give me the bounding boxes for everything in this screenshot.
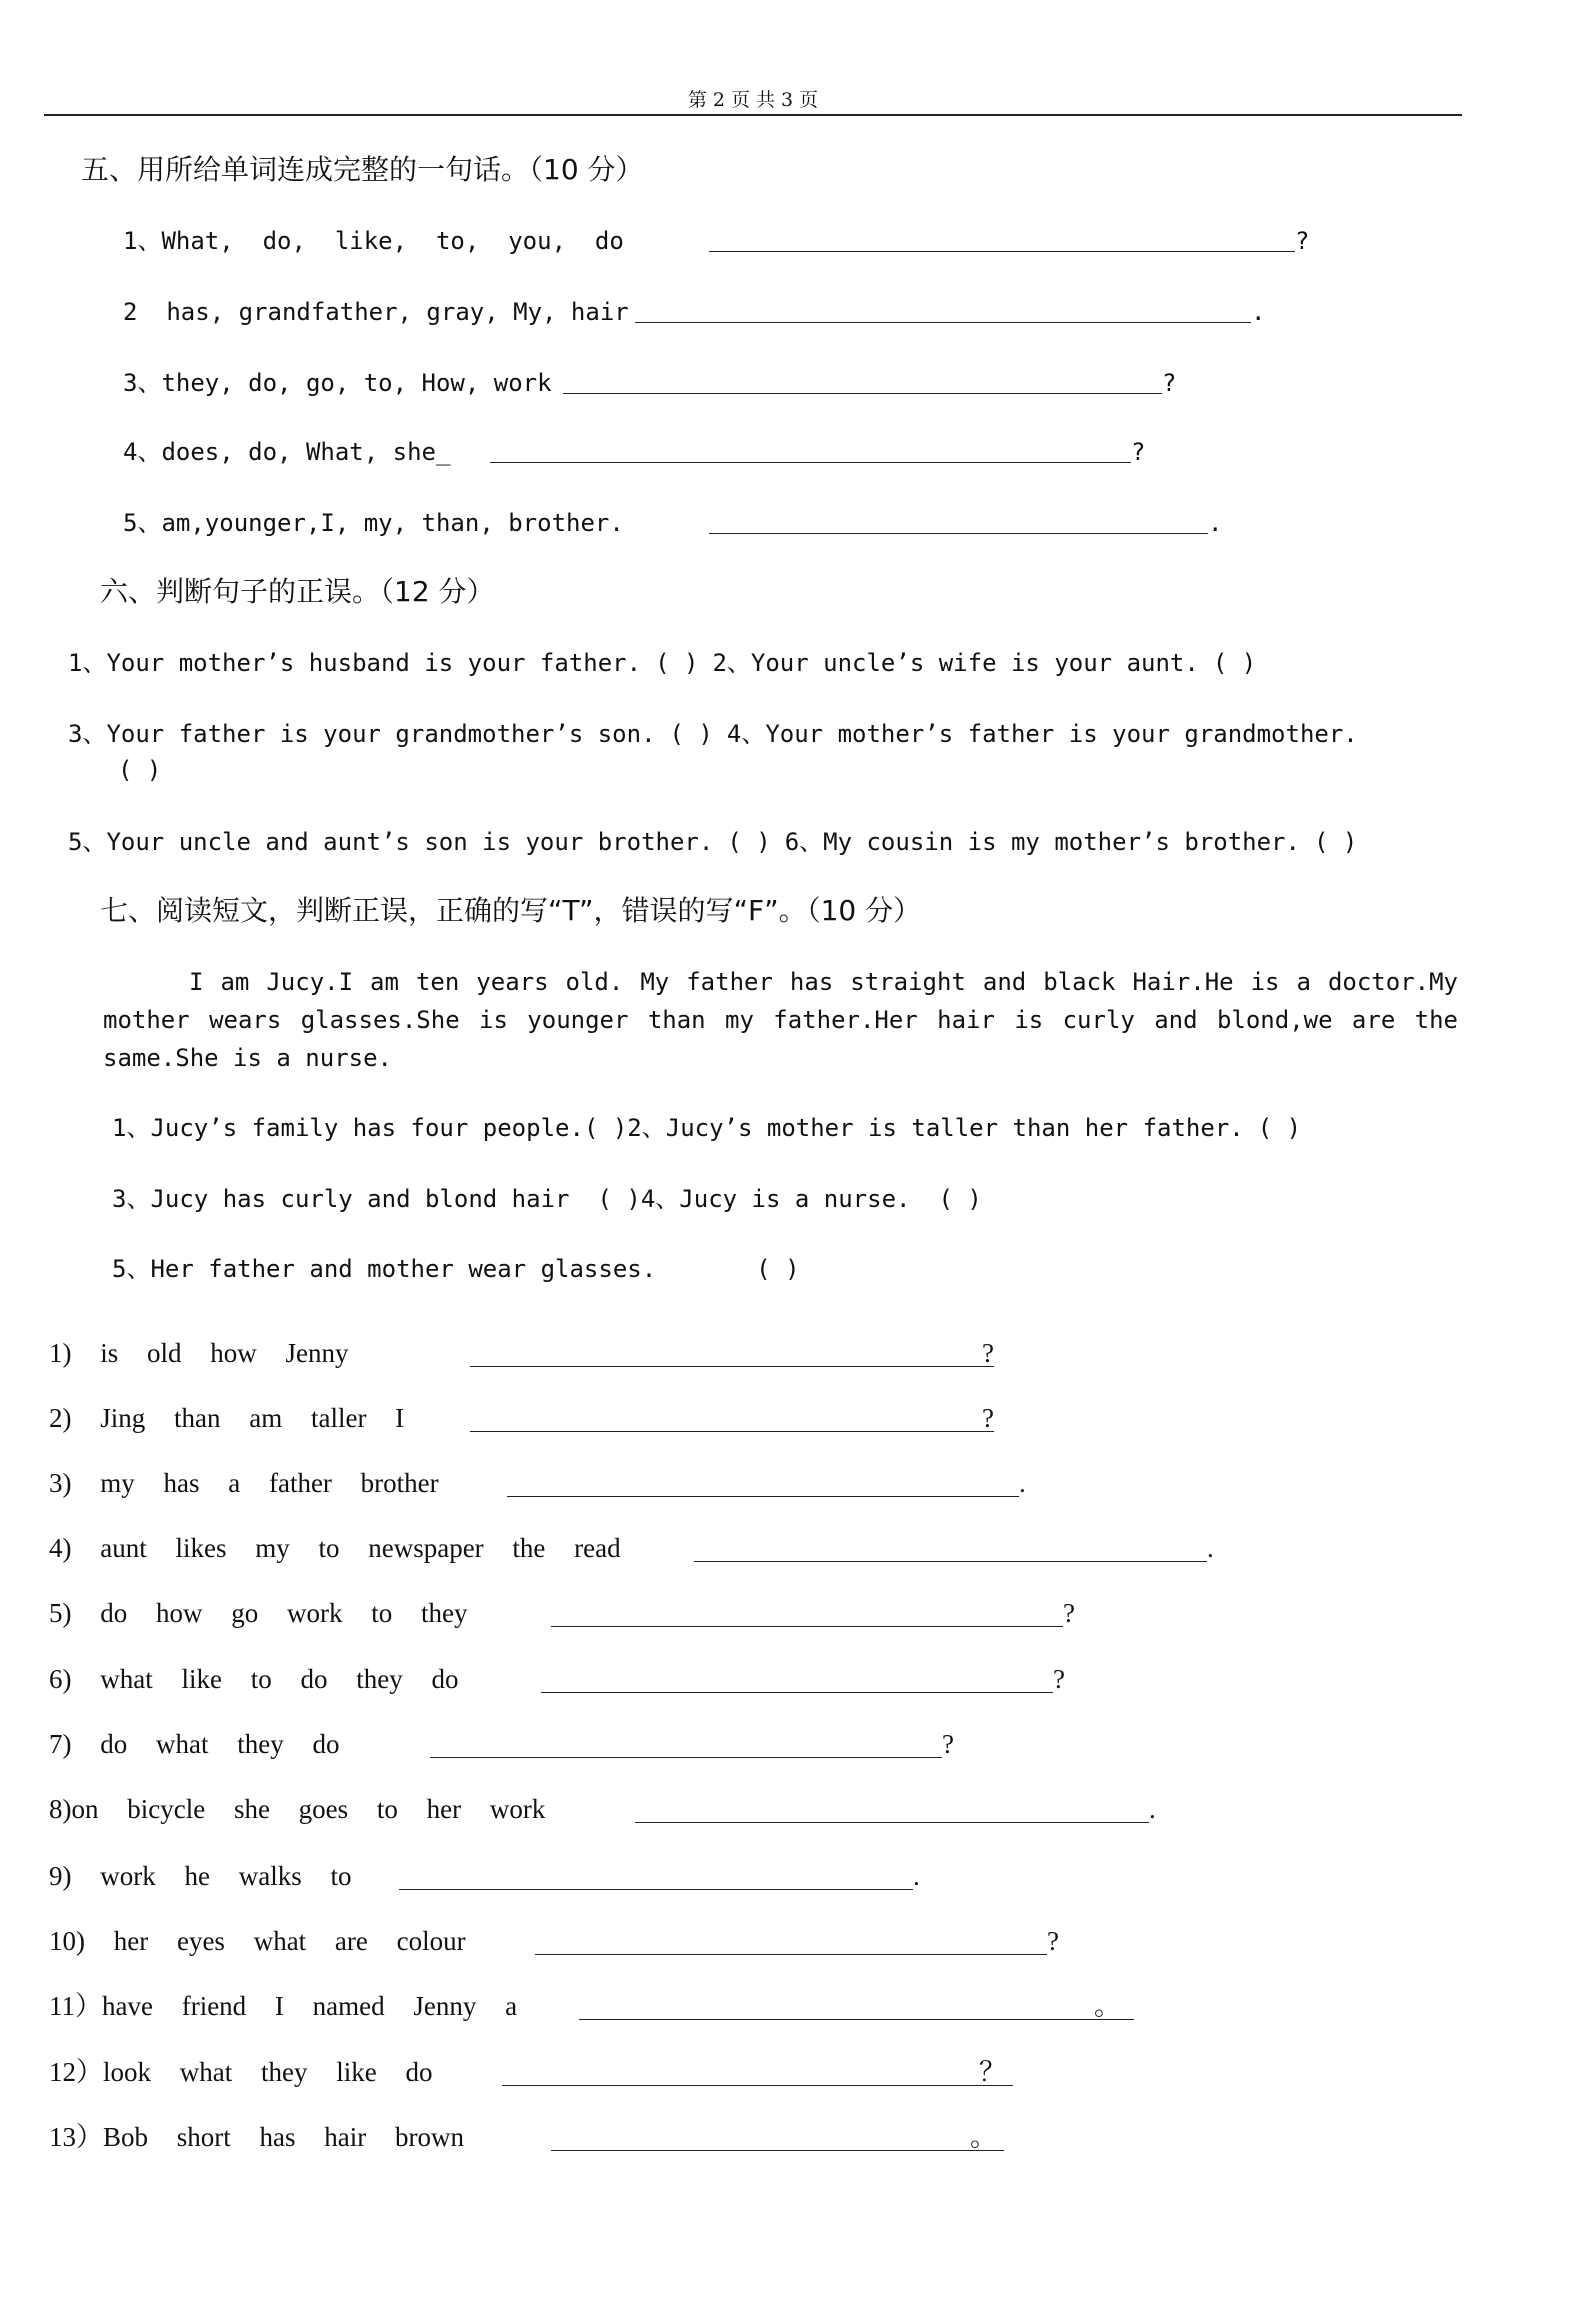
- answer-blank: [579, 2019, 1134, 2020]
- answer-blank: [551, 2150, 1004, 2151]
- question-words: 12）look what they like do: [49, 2057, 433, 2087]
- answer-blank: [507, 1496, 1019, 1497]
- word-order-item-10: [49, 1921, 1059, 1961]
- answer-bracket: ( ): [583, 1114, 628, 1142]
- answer-bracket: ( ): [1212, 649, 1257, 677]
- section7-heading: 七、阅读短文，判断正误，正确的写“T”，错误的写“F”。（10 分）: [100, 894, 922, 927]
- section5-item-3: [123, 365, 1176, 401]
- statement-text: 3、Your father is your grandmother’s son.: [68, 720, 656, 748]
- question-words: 4、does, do, What, she_: [123, 438, 451, 466]
- question-words: 8)on bicycle she goes to her work: [49, 1794, 546, 1824]
- statement-text: 3、Jucy has curly and blond hair: [112, 1185, 570, 1213]
- answer-blank: [635, 322, 1251, 323]
- end-punctuation: ?: [1063, 1598, 1075, 1628]
- question-words: 1、What, do, like, to, you, do: [123, 227, 624, 255]
- answer-bracket: ( ): [118, 756, 162, 784]
- question-words: 1) is old how Jenny: [49, 1338, 349, 1368]
- answer-bracket: ( ): [655, 649, 699, 677]
- end-punctuation: .: [1149, 1794, 1156, 1824]
- word-order-item-4: [49, 1528, 1214, 1568]
- end-punctuation: ?: [1047, 1926, 1059, 1956]
- word-order-item-2: [49, 1398, 994, 1438]
- answer-blank: [535, 1954, 1047, 1955]
- statement-text: 6、My cousin is my mother’s brother.: [784, 828, 1300, 856]
- word-order-item-1: [49, 1333, 994, 1373]
- answer-blank: [694, 1561, 1207, 1562]
- statement-text: 5、Her father and mother wear glasses.: [112, 1255, 657, 1283]
- end-punctuation: ?: [982, 1403, 994, 1433]
- word-order-item-8: [49, 1789, 1156, 1829]
- answer-bracket: ( ): [756, 1255, 800, 1283]
- answer-bracket: ( ): [597, 1185, 641, 1213]
- question-words: 2) Jing than am taller I: [49, 1403, 405, 1433]
- word-order-item-13: [49, 2117, 997, 2157]
- question-words: 2 has, grandfather, gray, My, hair: [123, 298, 629, 326]
- answer-bracket: ( ): [669, 720, 713, 748]
- word-order-item-9: [49, 1856, 920, 1896]
- answer-blank: [635, 1822, 1149, 1823]
- word-order-item-11: [49, 1986, 1121, 2026]
- answer-blank: [470, 1431, 994, 1432]
- question-words: 9) work he walks to: [49, 1861, 352, 1891]
- end-punctuation: ?: [1131, 438, 1146, 466]
- end-punctuation: .: [1207, 1533, 1214, 1563]
- word-order-item-6: [49, 1659, 1065, 1699]
- question-words: 11）have friend I named Jenny a: [49, 1991, 518, 2021]
- statement-text: 2、Your uncle’s wife is your aunt.: [712, 649, 1199, 677]
- answer-blank: [709, 251, 1295, 252]
- question-words: 4) aunt likes my to newspaper the read: [49, 1533, 621, 1563]
- section5-item-2: [123, 294, 1265, 330]
- end-punctuation: .: [913, 1861, 920, 1891]
- answer-blank: [551, 1626, 1063, 1627]
- question-words: 5) do how go work to they: [49, 1598, 468, 1628]
- statement-text: 1、Your mother’s husband is your father.: [68, 649, 642, 677]
- end-punctuation: .: [1251, 298, 1266, 326]
- question-words: 6) what like to do they do: [49, 1664, 459, 1694]
- end-punctuation: ?: [1162, 369, 1177, 397]
- end-punctuation: .: [1208, 509, 1223, 537]
- section6-row-3: [68, 824, 1357, 860]
- answer-blank: [430, 1757, 942, 1758]
- end-punctuation: .: [1019, 1468, 1026, 1498]
- answer-blank: [563, 393, 1162, 394]
- reading-passage: I am Jucy.I am ten years old. My father has straight and black Hair.He is a doctor.My mother wears glasses.She is younger than my father.Her hair is curly and blond,we are the same.She is a nurse.: [103, 968, 1458, 1072]
- section7-row-3: [112, 1251, 800, 1287]
- answer-bracket: ( ): [938, 1185, 982, 1213]
- end-punctuation: ?: [1053, 1664, 1065, 1694]
- end-punctuation: ?: [942, 1729, 954, 1759]
- section7-row-1: [112, 1110, 1301, 1146]
- answer-bracket: ( ): [727, 828, 771, 856]
- section6-heading: 六、判断句子的正误。（12 分）: [100, 575, 495, 608]
- answer-blank: [490, 462, 1131, 463]
- question-words: 3) my has a father brother: [49, 1468, 439, 1498]
- section5-item-5: [123, 505, 1222, 541]
- word-order-item-5: [49, 1593, 1075, 1633]
- statement-text: 1、Jucy’s family has four people.: [112, 1114, 584, 1142]
- section5-item-4: [123, 434, 1145, 470]
- end-punctuation: ?: [982, 1338, 994, 1368]
- section6-row-2: [68, 716, 1358, 752]
- answer-blank: [399, 1889, 913, 1890]
- section7-row-2: [112, 1181, 982, 1217]
- question-words: 3、they, do, go, to, How, work: [123, 369, 552, 397]
- statement-text: 4、Your mother’s father is your grandmother.: [726, 720, 1358, 748]
- answer-bracket: ( ): [1313, 828, 1358, 856]
- end-punctuation: ?: [1295, 227, 1310, 255]
- statement-text: 2、Jucy’s mother is taller than her father.: [627, 1114, 1244, 1142]
- question-words: 10) her eyes what are colour: [49, 1926, 466, 1956]
- end-punctuation: 。: [1094, 1991, 1121, 2021]
- answer-blank: [709, 533, 1208, 534]
- statement-text: 4、Jucy is a nurse.: [640, 1185, 911, 1213]
- question-words: 7) do what they do: [49, 1729, 340, 1759]
- answer-blank: [541, 1692, 1053, 1693]
- word-order-item-7: [49, 1724, 954, 1764]
- answer-blank: [470, 1366, 994, 1367]
- end-punctuation: 。: [970, 2122, 997, 2152]
- statement-text: 5、Your uncle and aunt’s son is your brother.: [68, 828, 714, 856]
- page-number-label: 第 2 页 共 3 页: [687, 89, 819, 111]
- word-order-item-12: [49, 2052, 1006, 2092]
- question-words: 5、am,younger,I, my, than, brother.: [123, 509, 624, 537]
- section5-item-1: [123, 223, 1309, 259]
- section6-row-1: [68, 645, 1256, 681]
- answer-bracket: ( ): [1257, 1114, 1302, 1142]
- word-order-item-3: [49, 1463, 1026, 1503]
- section5-heading: 五、用所给单词连成完整的一句话。（10 分）: [81, 153, 644, 186]
- header-rule: [44, 114, 1462, 116]
- answer-blank: [502, 2085, 1013, 2086]
- question-words: 13）Bob short has hair brown: [49, 2122, 464, 2152]
- end-punctuation: ？: [979, 2057, 1006, 2087]
